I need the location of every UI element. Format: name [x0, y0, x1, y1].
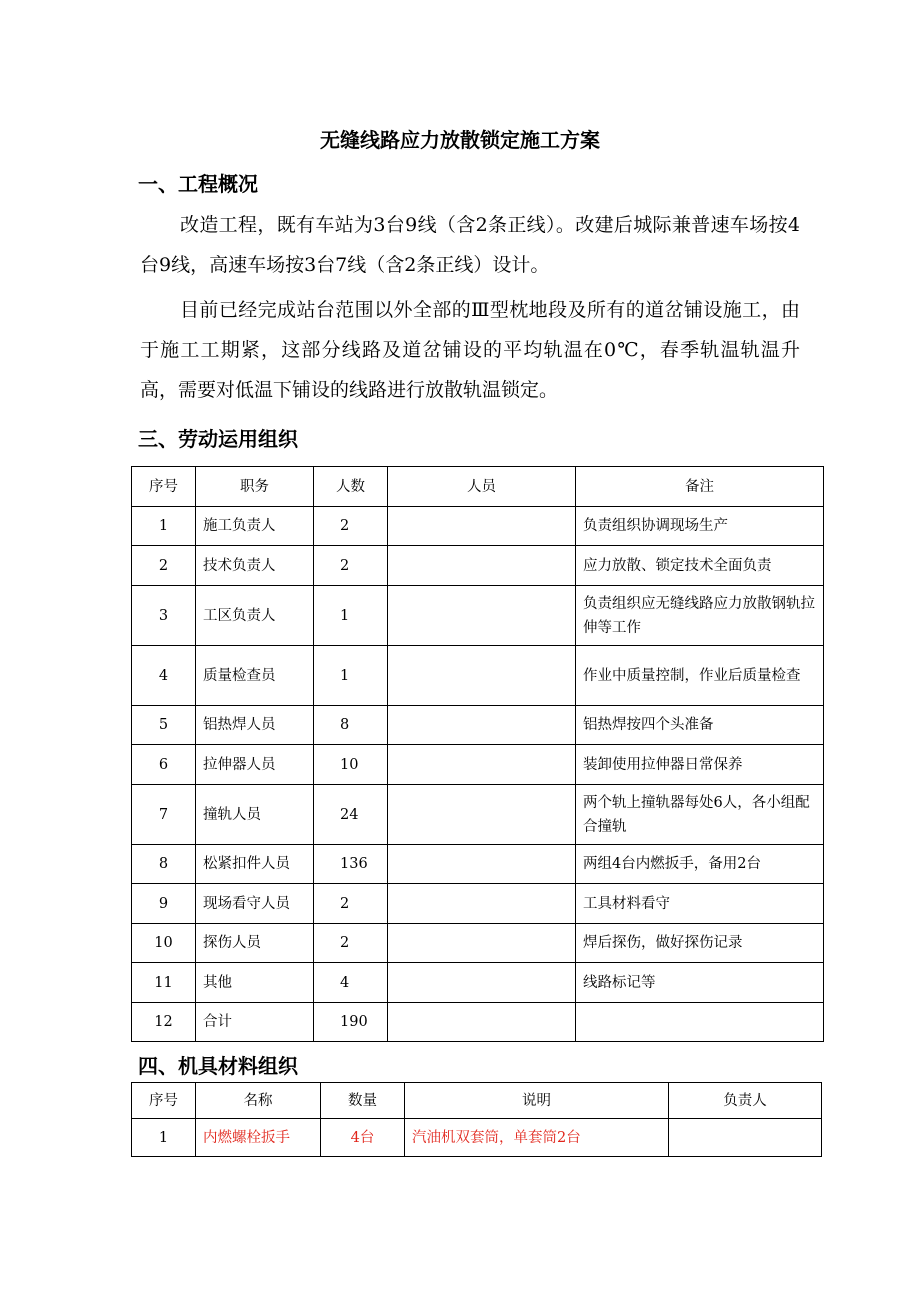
cell-owner — [669, 1119, 822, 1157]
cell-note: 负责组织协调现场生产 — [576, 507, 824, 546]
cell-staff — [388, 646, 576, 706]
cell-role: 拉伸器人员 — [196, 745, 314, 785]
cell-no: 8 — [132, 845, 196, 884]
cell-staff — [388, 785, 576, 845]
cell-no: 11 — [132, 963, 196, 1003]
cell-count: 2 — [314, 884, 388, 924]
cell-no: 1 — [132, 507, 196, 546]
table-row — [132, 785, 824, 845]
cell-no: 6 — [132, 745, 196, 785]
cell-role: 工区负责人 — [196, 586, 314, 646]
labor-table-header — [132, 467, 824, 507]
cell-note: 应力放散、锁定技术全面负责 — [576, 546, 824, 586]
table-row — [132, 546, 824, 586]
cell-staff — [388, 706, 576, 745]
table-row — [132, 845, 824, 884]
cell-staff — [388, 546, 576, 586]
cell-no: 10 — [132, 924, 196, 963]
section-heading-overview: 一、工程概况 — [138, 172, 258, 196]
cell-count: 1 — [314, 586, 388, 646]
cell-role: 铝热焊人员 — [196, 706, 314, 745]
cell-note: 两个轨上撞轨器每处6人，各小组配合撞轨 — [576, 785, 824, 845]
section-heading-labor: 三、劳动运用组织 — [138, 427, 298, 451]
cell-staff — [388, 924, 576, 963]
cell-no: 2 — [132, 546, 196, 586]
cell-no: 3 — [132, 586, 196, 646]
col-header-no: 序号 — [132, 467, 196, 507]
cell-count: 1 — [314, 646, 388, 706]
col-header-note: 备注 — [576, 467, 824, 507]
cell-role: 松紧扣件人员 — [196, 845, 314, 884]
overview-paragraph-1: 改造工程，既有车站为3台9线（含2条正线）。改建后城际兼普速车场按4台9线，高速车场按3台7线（含2条正线）设计。 — [140, 214, 800, 276]
col-header-role: 职务 — [196, 467, 314, 507]
table-row — [132, 884, 824, 924]
cell-note: 工具材料看守 — [576, 884, 824, 924]
cell-no: 9 — [132, 884, 196, 924]
table-row — [132, 1119, 822, 1157]
col-header-count: 人数 — [314, 467, 388, 507]
cell-note: 作业中质量控制，作业后质量检查 — [576, 646, 824, 706]
cell-no: 12 — [132, 1003, 196, 1042]
cell-note: 装卸使用拉伸器日常保养 — [576, 745, 824, 785]
table-row — [132, 586, 824, 646]
cell-count: 2 — [314, 924, 388, 963]
equipment-table — [131, 1082, 822, 1157]
table-row — [132, 646, 824, 706]
cell-note: 线路标记等 — [576, 963, 824, 1003]
cell-note — [576, 1003, 824, 1042]
cell-count: 8 — [314, 706, 388, 745]
col-header-qty: 数量 — [321, 1083, 405, 1119]
col-header-staff: 人员 — [388, 467, 576, 507]
cell-staff — [388, 586, 576, 646]
cell-staff — [388, 1003, 576, 1042]
table-row — [132, 924, 824, 963]
document-title: 无缝线路应力放散锁定施工方案 — [320, 128, 600, 152]
cell-staff — [388, 884, 576, 924]
table-row — [132, 706, 824, 745]
cell-staff — [388, 507, 576, 546]
col-header-name: 名称 — [196, 1083, 321, 1119]
cell-staff — [388, 745, 576, 785]
cell-count: 136 — [314, 845, 388, 884]
cell-count: 190 — [314, 1003, 388, 1042]
cell-count: 10 — [314, 745, 388, 785]
section-heading-equipment: 四、机具材料组织 — [138, 1054, 298, 1078]
cell-count: 4 — [314, 963, 388, 1003]
col-header-owner: 负责人 — [669, 1083, 822, 1119]
cell-no: 7 — [132, 785, 196, 845]
cell-no: 5 — [132, 706, 196, 745]
overview-paragraph-2: 目前已经完成站台范围以外全部的Ⅲ型枕地段及所有的道岔铺设施工，由于施工工期紧，这部分线路及道岔铺设的平均轨温在0℃，春季轨温轨温升高，需要对低温下铺设的线路进行放散轨温锁定。 — [140, 299, 800, 401]
col-header-no: 序号 — [132, 1083, 196, 1119]
cell-role: 技术负责人 — [196, 546, 314, 586]
table-row — [132, 1003, 824, 1042]
cell-note: 负责组织应无缝线路应力放散钢轨拉伸等工作 — [576, 586, 824, 646]
cell-role: 现场看守人员 — [196, 884, 314, 924]
cell-count: 2 — [314, 507, 388, 546]
cell-count: 2 — [314, 546, 388, 586]
equipment-table-header — [132, 1083, 822, 1119]
cell-note: 两组4台内燃扳手，备用2台 — [576, 845, 824, 884]
cell-desc: 汽油机双套筒，单套筒2台 — [405, 1119, 669, 1157]
col-header-desc: 说明 — [405, 1083, 669, 1119]
cell-staff — [388, 963, 576, 1003]
table-row — [132, 963, 824, 1003]
cell-role: 施工负责人 — [196, 507, 314, 546]
cell-qty: 4台 — [321, 1119, 405, 1157]
cell-name: 内燃螺栓扳手 — [196, 1119, 321, 1157]
cell-role: 探伤人员 — [196, 924, 314, 963]
cell-note: 焊后探伤，做好探伤记录 — [576, 924, 824, 963]
cell-no: 1 — [132, 1119, 196, 1157]
cell-role: 其他 — [196, 963, 314, 1003]
cell-role: 撞轨人员 — [196, 785, 314, 845]
labor-table — [131, 466, 824, 1042]
cell-note: 铝热焊按四个头准备 — [576, 706, 824, 745]
cell-role: 合计 — [196, 1003, 314, 1042]
cell-staff — [388, 845, 576, 884]
table-row — [132, 507, 824, 546]
table-row — [132, 745, 824, 785]
cell-no: 4 — [132, 646, 196, 706]
cell-count: 24 — [314, 785, 388, 845]
cell-role: 质量检查员 — [196, 646, 314, 706]
